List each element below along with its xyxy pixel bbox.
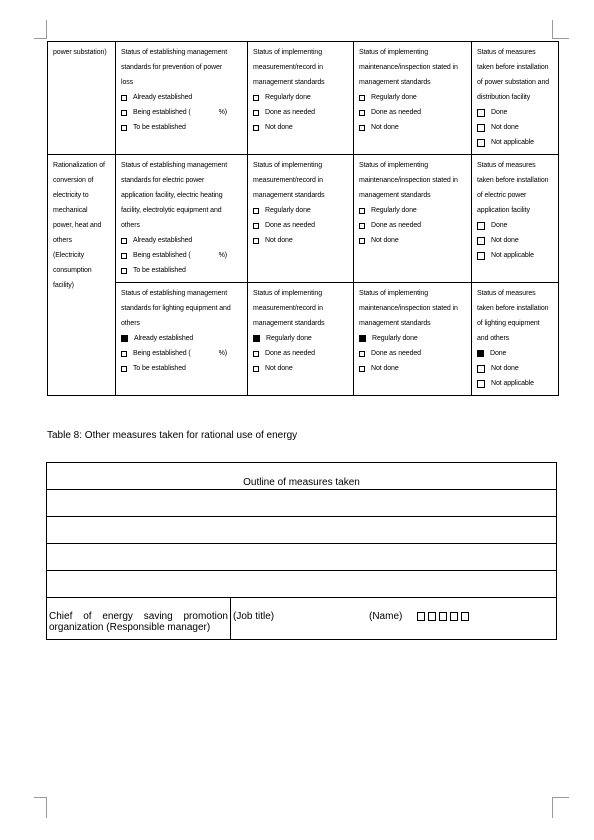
row1-cell	[248, 42, 354, 155]
option-row	[359, 90, 467, 105]
cell-title-line: of lighting equipment	[477, 320, 540, 327]
option-row	[121, 263, 243, 278]
category-cell	[48, 42, 116, 155]
row1-cell	[116, 42, 248, 155]
option-row	[477, 376, 554, 391]
option-label: Done as needed	[371, 222, 421, 229]
option-row	[121, 361, 243, 376]
option-row	[359, 346, 467, 361]
option-label: Not applicable	[491, 139, 534, 146]
name-seal-boxes	[417, 612, 472, 621]
option-label: Not done	[371, 237, 399, 244]
option-label: To be established	[133, 267, 186, 274]
measure-row-4[interactable]	[47, 571, 556, 598]
option-label: Not done	[491, 124, 519, 131]
chief-label-word: energy	[102, 611, 133, 622]
option-row	[121, 248, 243, 263]
measure-row-2[interactable]	[47, 517, 556, 544]
checked-box-icon[interactable]	[121, 335, 128, 342]
cell-title-line: Status of implementing	[253, 162, 323, 169]
empty-box-icon	[450, 612, 458, 621]
cell-title-line: others	[121, 222, 140, 229]
option-label: Not done	[491, 237, 519, 244]
row3-cell	[116, 283, 248, 396]
cell-title-line: loss	[121, 79, 134, 86]
option-label: Already established	[133, 237, 193, 244]
cell-title-line: management standards	[359, 79, 431, 86]
option-row	[253, 120, 349, 135]
checkbox-icon[interactable]	[253, 223, 259, 229]
checkbox-icon[interactable]	[253, 208, 259, 214]
cell-title-line: management standards	[253, 192, 325, 199]
option-row	[121, 120, 243, 135]
option-row	[121, 90, 243, 105]
empty-box-icon[interactable]	[477, 237, 485, 245]
option-label: Done	[490, 350, 507, 357]
table-8-caption: Table 8: Other measures taken for rational use of energy	[47, 430, 298, 441]
option-row	[359, 331, 467, 346]
option-row	[121, 331, 243, 346]
checkbox-icon[interactable]	[253, 351, 259, 357]
option-label: Not applicable	[491, 380, 534, 387]
checkbox-icon[interactable]	[359, 208, 365, 214]
checkbox-icon[interactable]	[121, 253, 127, 259]
row2-cell	[354, 155, 472, 283]
option-row	[477, 233, 554, 248]
cell-title-line: maintenance/inspection stated in	[359, 64, 458, 71]
job-title-label: (Job title)	[233, 611, 275, 622]
responsible-manager-row	[47, 598, 556, 639]
category-line: conversion of	[53, 177, 94, 184]
category-line: electricity to	[53, 192, 89, 199]
option-row	[253, 331, 349, 346]
cell-title-line: Status of implementing	[359, 49, 429, 56]
category-line: Rationalization of	[53, 162, 105, 169]
option-label: Being established (	[133, 252, 191, 259]
option-row	[359, 233, 467, 248]
option-label: Not done	[371, 124, 399, 131]
cell-title-line: management standards	[359, 192, 431, 199]
option-label: Already established	[134, 335, 194, 342]
chief-label	[47, 598, 231, 639]
cell-title-line: standards for prevention of power	[121, 64, 222, 71]
measure-row-1[interactable]	[47, 490, 556, 517]
option-label: Already established	[133, 94, 193, 101]
measure-row-3[interactable]	[47, 544, 556, 571]
option-label: Not done	[265, 237, 293, 244]
checkbox-icon[interactable]	[121, 238, 127, 244]
checkbox-icon[interactable]	[121, 110, 127, 116]
cell-title-line: of electric power	[477, 192, 527, 199]
option-row	[253, 90, 349, 105]
crop-mark-bottom-right	[552, 797, 569, 818]
option-label: To be established	[133, 365, 186, 372]
option-label: Not done	[265, 365, 293, 372]
option-row	[253, 233, 349, 248]
cell-title-line: taken before installation	[477, 305, 549, 312]
checked-box-icon[interactable]	[359, 335, 366, 342]
cell-title-line: standards for lighting equipment and	[121, 305, 231, 312]
cell-title-line: Status of implementing	[359, 290, 429, 297]
checkbox-icon[interactable]	[121, 366, 127, 372]
cell-title-line: application facility	[477, 207, 530, 214]
crop-mark-top-right	[552, 20, 569, 39]
checkbox-icon[interactable]	[359, 110, 365, 116]
table-row	[48, 283, 559, 396]
checkbox-icon[interactable]	[359, 223, 365, 229]
checkbox-icon[interactable]	[359, 95, 365, 101]
option-row	[359, 105, 467, 120]
option-row	[121, 233, 243, 248]
option-row	[359, 361, 467, 376]
cell-title-line: measurement/record in	[253, 64, 323, 71]
empty-box-icon	[428, 612, 436, 621]
option-row	[477, 135, 554, 150]
percent-suffix: %)	[218, 350, 227, 357]
checkbox-icon[interactable]	[253, 125, 259, 131]
cell-title-line: Status of measures	[477, 162, 536, 169]
cell-title-line: Status of establishing management	[121, 290, 228, 297]
option-label: Being established (	[133, 109, 191, 116]
table-8-header: Outline of measures taken	[47, 463, 556, 490]
option-row	[121, 105, 243, 120]
checked-box-icon[interactable]	[477, 350, 484, 357]
option-label: Regularly done	[372, 335, 418, 342]
cell-title-line: Status of measures	[477, 49, 536, 56]
option-row	[253, 361, 349, 376]
category-line: facility)	[53, 282, 74, 289]
cell-title-line: facility, electrolytic equipment and	[121, 207, 222, 214]
chief-label-word: saving	[143, 611, 173, 622]
table-row	[48, 42, 559, 155]
percent-suffix: %)	[218, 252, 227, 259]
cell-title-line: Status of implementing	[359, 162, 429, 169]
checkbox-icon[interactable]	[121, 125, 127, 131]
option-row	[359, 120, 467, 135]
cell-title-line: Status of establishing management	[121, 162, 228, 169]
category-line: others	[53, 237, 72, 244]
option-row	[477, 346, 554, 361]
option-label: Done as needed	[265, 350, 315, 357]
checkbox-icon[interactable]	[121, 351, 127, 357]
empty-box-icon[interactable]	[477, 124, 485, 132]
option-row	[253, 346, 349, 361]
option-label: Regularly done	[371, 207, 417, 214]
option-label: Done as needed	[371, 109, 421, 116]
option-label: Done	[491, 109, 508, 116]
row3-cell	[354, 283, 472, 396]
option-label: Regularly done	[265, 207, 311, 214]
cell-title-line: others	[121, 320, 140, 327]
cell-title-line: maintenance/inspection stated in	[359, 177, 458, 184]
checkbox-icon[interactable]	[121, 95, 127, 101]
option-label: Not done	[491, 365, 519, 372]
cell-title-line: maintenance/inspection stated in	[359, 305, 458, 312]
checkbox-icon[interactable]	[359, 351, 365, 357]
cell-title-line: of power substation and	[477, 79, 550, 86]
chief-label-word: of	[83, 611, 92, 622]
empty-box-icon[interactable]	[477, 252, 485, 260]
option-row	[359, 203, 467, 218]
cell-title-line: Status of implementing	[253, 290, 323, 297]
option-label: Not done	[265, 124, 293, 131]
empty-box-icon[interactable]	[477, 365, 485, 373]
cell-title-line: Status of establishing management	[121, 49, 228, 56]
category-line: mechanical	[53, 207, 88, 214]
chief-label-word: promotion	[183, 611, 228, 622]
crop-mark-bottom-left	[34, 797, 47, 818]
option-label: Not done	[371, 365, 399, 372]
chief-label-word: Chief	[49, 611, 73, 622]
cell-title-line: measurement/record in	[253, 177, 323, 184]
empty-box-icon	[417, 612, 425, 621]
chief-label-line-1	[49, 611, 228, 622]
cell-title-line: management standards	[253, 320, 325, 327]
category-line: power, heat and	[53, 222, 102, 229]
category-line: (Electricity	[53, 252, 85, 259]
checkbox-icon[interactable]	[253, 95, 259, 101]
option-row	[477, 361, 554, 376]
category-line: consumption	[53, 267, 92, 274]
table-row	[48, 155, 559, 283]
option-row	[477, 248, 554, 263]
percent-suffix: %)	[218, 109, 227, 116]
option-label: Regularly done	[266, 335, 312, 342]
cell-title-line: distribution facility	[477, 94, 531, 101]
option-label: Done as needed	[371, 350, 421, 357]
option-row	[477, 105, 554, 120]
row2-cell	[248, 155, 354, 283]
cell-title-line: application facility, electric heating	[121, 192, 223, 199]
option-label: Regularly done	[371, 94, 417, 101]
chief-label-line-2: organization (Responsible manager)	[49, 622, 211, 633]
option-row	[253, 218, 349, 233]
cell-title-line: Status of measures	[477, 290, 536, 297]
row1-cell	[472, 42, 559, 155]
cell-title-line: standards for electric power	[121, 177, 205, 184]
option-row	[359, 218, 467, 233]
empty-box-icon[interactable]	[477, 222, 485, 230]
option-label: Done as needed	[265, 222, 315, 229]
checkbox-icon[interactable]	[253, 366, 259, 372]
option-label: To be established	[133, 124, 186, 131]
row2-cell	[116, 155, 248, 283]
row1-cell	[354, 42, 472, 155]
empty-box-icon	[461, 612, 469, 621]
cell-title-line: taken before installation	[477, 177, 549, 184]
category-text: power substation)	[53, 49, 107, 56]
row2-cell	[472, 155, 559, 283]
cell-title-line: management standards	[359, 320, 431, 327]
checkbox-icon[interactable]	[253, 238, 259, 244]
option-label: Being established (	[133, 350, 191, 357]
option-row	[477, 120, 554, 135]
row3-cell	[472, 283, 559, 396]
cell-title-line: and others	[477, 335, 510, 342]
empty-box-icon	[439, 612, 447, 621]
option-row	[253, 105, 349, 120]
checkbox-icon[interactable]	[359, 238, 365, 244]
option-label: Regularly done	[265, 94, 311, 101]
name-label: (Name)	[369, 611, 403, 622]
checkbox-icon[interactable]	[121, 268, 127, 274]
category-cell	[48, 155, 116, 396]
responsible-manager-field[interactable]	[231, 598, 556, 639]
cell-title-line: taken before installation	[477, 64, 549, 71]
option-label: Done as needed	[265, 109, 315, 116]
empty-box-icon[interactable]	[477, 380, 485, 388]
option-label: Not applicable	[491, 252, 534, 259]
checkbox-icon[interactable]	[253, 110, 259, 116]
table-7-continued	[47, 41, 559, 396]
cell-title-line: measurement/record in	[253, 305, 323, 312]
cell-title-line: Status of implementing	[253, 49, 323, 56]
crop-mark-top-left	[34, 20, 47, 39]
option-row	[121, 346, 243, 361]
checkbox-icon[interactable]	[359, 125, 365, 131]
empty-box-icon[interactable]	[477, 139, 485, 147]
table-8	[46, 462, 557, 640]
checked-box-icon[interactable]	[253, 335, 260, 342]
option-row	[477, 218, 554, 233]
empty-box-icon[interactable]	[477, 109, 485, 117]
option-row	[253, 203, 349, 218]
checkbox-icon[interactable]	[359, 366, 365, 372]
option-label: Done	[491, 222, 508, 229]
row3-cell	[248, 283, 354, 396]
cell-title-line: management standards	[253, 79, 325, 86]
